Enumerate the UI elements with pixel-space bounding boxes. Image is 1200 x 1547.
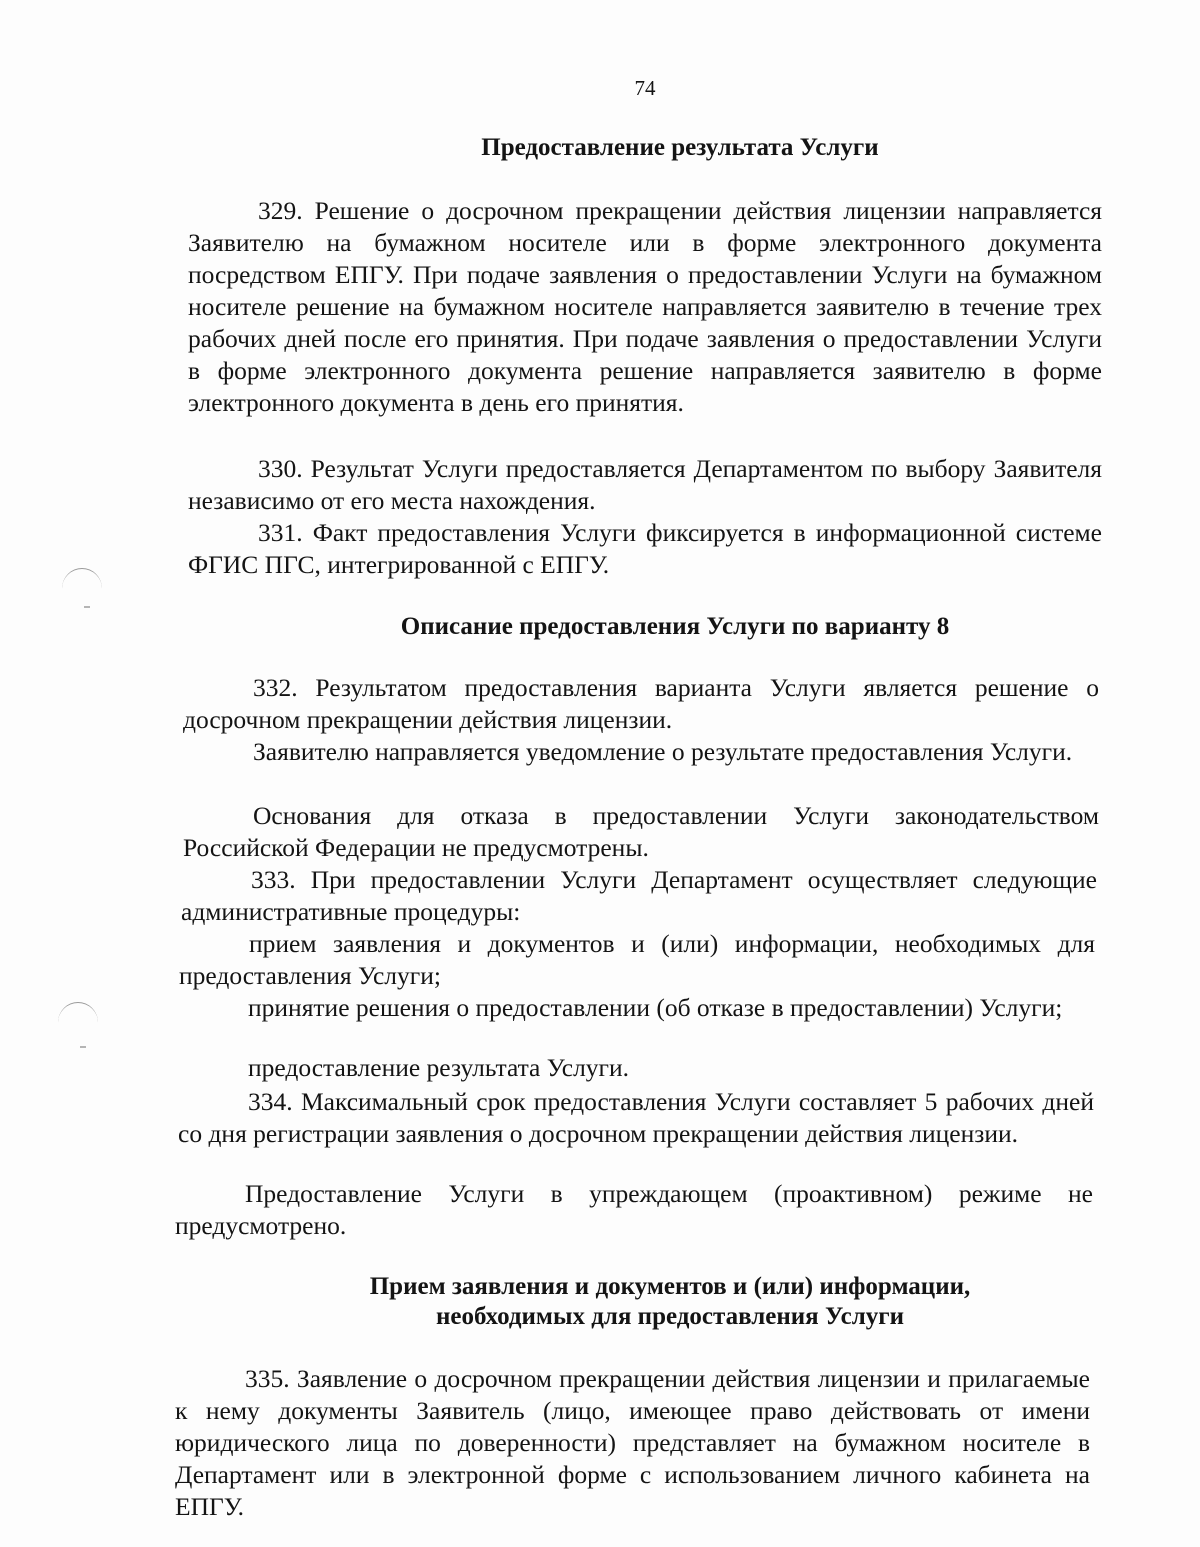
paragraph-procedure-3: предоставление результата Услуги.	[248, 1053, 630, 1082]
paragraph-333: 333. При предоставлении Услуги Департамент осуществляет следующие административные процедуры:	[181, 865, 1097, 926]
paragraph-334: 334. Максимальный срок предоставления Услуги составляет 5 рабочих дней со дня регистрации заявления о досрочном прекращении действия лицензии.	[178, 1087, 1094, 1148]
paragraph-refusal-grounds: Основания для отказа в предоставлении Услуги законодательством Российской Федерации не предусмотрены.	[183, 801, 1099, 862]
punch-hole-mark-lower	[58, 1002, 98, 1043]
paragraph-notification: Заявителю направляется уведомление о результате предоставления Услуги.	[253, 737, 1073, 766]
section-heading-result: Предоставление результата Услуги	[481, 134, 879, 161]
paragraph-330: 330. Результат Услуги предоставляется Департаментом по выбору Заявителя независимо от его места нахождения.	[188, 454, 1102, 515]
punch-hole-mark-upper	[62, 568, 102, 609]
paragraph-procedure-1: прием заявления и документов и (или) информации, необходимых для предоставления Услуги;	[179, 929, 1095, 990]
section-heading-line-1: Прием заявления и документов и (или) информации,	[369, 1273, 971, 1300]
section-heading-variant-8: Описание предоставления Услуги по варианту 8	[400, 613, 950, 640]
paragraph-procedure-2: принятие решения о предоставлении (об отказе в предоставлении) Услуги;	[248, 993, 1063, 1022]
page-number: 74	[634, 76, 656, 100]
paragraph-329: 329. Решение о досрочном прекращении действия лицензии направляется Заявителю на бумажном носителе или в форме электронного документа посредством ЕПГУ. При подаче заявления о предоставлении Услуги на бумажном носителе решение на бумажном носителе направляется заявителю в течение трех рабочих дней после его принятия. При подаче заявления о предоставлении Услуги в форме электронного документа решение направляется заявителю в форме электронного документа в день его принятия.	[188, 196, 1102, 417]
paragraph-proactive: Предоставление Услуги в упреждающем (проактивном) режиме не предусмотрено.	[175, 1179, 1093, 1240]
paragraph-332: 332. Результатом предоставления варианта Услуги является решение о досрочном прекращении действия лицензии.	[183, 673, 1099, 734]
paragraph-335: 335. Заявление о досрочном прекращении действия лицензии и прилагаемые к нему документы Заявитель (лицо, имеющее право действовать от имени юридического лица по доверенности) представляет на бумажном носителе в Департамент или в электронной форме с использованием личного кабинета на ЕПГУ.	[175, 1364, 1090, 1521]
paragraph-331: 331. Факт предоставления Услуги фиксируется в информационной системе ФГИС ПГС, интегрированной с ЕПГУ.	[188, 518, 1102, 579]
punch-hole-tick-lower	[80, 1046, 86, 1048]
punch-hole-tick-upper	[84, 606, 90, 608]
section-heading-line-2: необходимых для предоставления Услуги	[436, 1303, 904, 1330]
section-heading-application	[310, 1272, 1030, 1332]
